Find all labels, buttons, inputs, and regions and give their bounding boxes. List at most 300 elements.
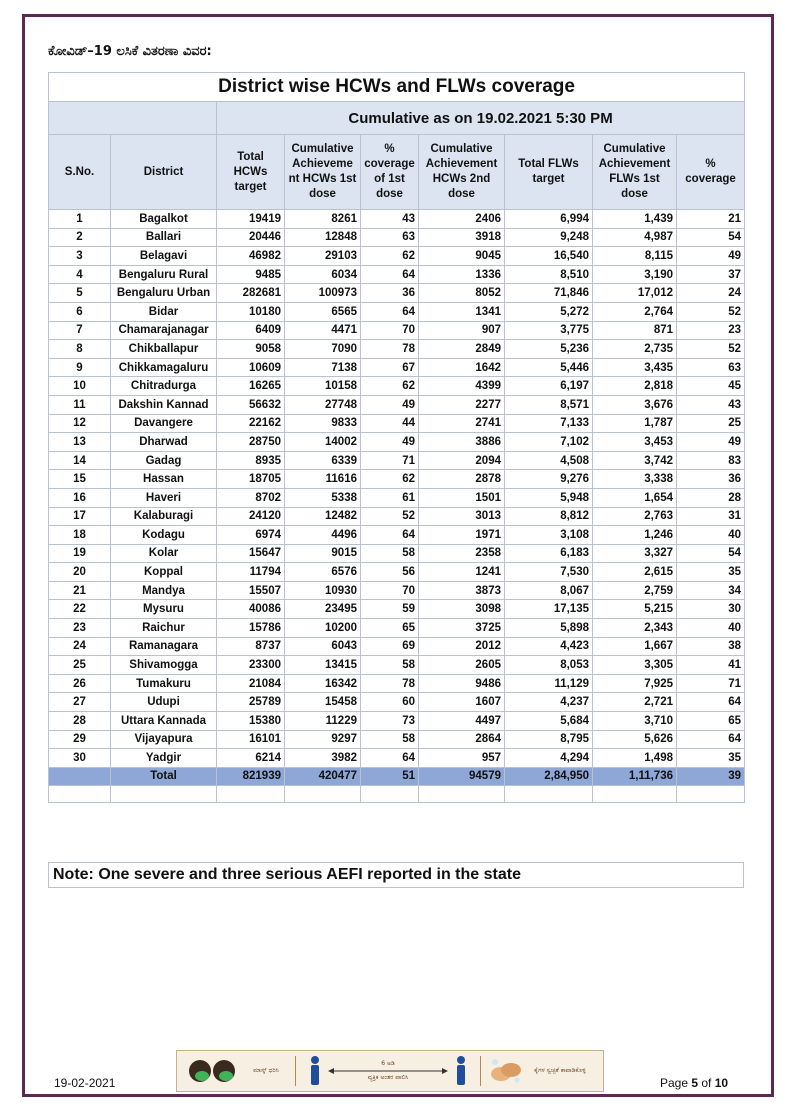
footer-date: 19-02-2021: [54, 1076, 116, 1090]
header-row: [49, 135, 745, 210]
table-cell: 25789: [217, 693, 285, 712]
table-cell: 6,183: [505, 544, 593, 563]
table-cell: 9045: [419, 247, 505, 266]
table-row: [49, 321, 745, 340]
column-header: % coverage: [677, 135, 745, 210]
table-cell: 11,129: [505, 674, 593, 693]
table-cell: 69: [361, 637, 419, 656]
table-cell: 8,812: [505, 507, 593, 526]
table-cell: 34: [677, 581, 745, 600]
table-cell: 2,615: [593, 563, 677, 582]
table-cell: 30: [677, 600, 745, 619]
table-cell: 3886: [419, 433, 505, 452]
table-cell: 8,053: [505, 656, 593, 675]
table-cell: 18: [49, 526, 111, 545]
table-cell: 10930: [285, 581, 361, 600]
table-row: [49, 414, 745, 433]
table-cell: Chikkamagaluru: [111, 358, 217, 377]
table-cell: Ballari: [111, 228, 217, 247]
table-cell: Bidar: [111, 302, 217, 321]
table-cell: 2741: [419, 414, 505, 433]
table-cell: 54: [677, 544, 745, 563]
table-cell: 9486: [419, 674, 505, 693]
table-cell: Hassan: [111, 470, 217, 489]
table-cell: 23300: [217, 656, 285, 675]
table-cell: 58: [361, 656, 419, 675]
table-cell: Chikballapur: [111, 340, 217, 359]
table-cell: 8261: [285, 210, 361, 229]
table-cell: 60: [361, 693, 419, 712]
table-cell: 21084: [217, 674, 285, 693]
table-cell: 3,742: [593, 451, 677, 470]
table-cell: 8702: [217, 488, 285, 507]
table-cell: 1,667: [593, 637, 677, 656]
table-cell: 3,453: [593, 433, 677, 452]
column-header: Cumulative Achievement HCWs 2nd dose: [419, 135, 505, 210]
table-cell: 9485: [217, 265, 285, 284]
column-header: Total HCWs target: [217, 135, 285, 210]
table-row: [49, 600, 745, 619]
table-cell: 43: [677, 395, 745, 414]
table-cell: 11794: [217, 563, 285, 582]
table-cell: 44: [361, 414, 419, 433]
table-cell: 43: [361, 210, 419, 229]
table-cell: 8,510: [505, 265, 593, 284]
table-cell: 58: [361, 544, 419, 563]
table-cell: 5,626: [593, 730, 677, 749]
table-cell: 1341: [419, 302, 505, 321]
total-spacer: [49, 767, 111, 785]
table-cell: 7,925: [593, 674, 677, 693]
table-cell: 49: [361, 433, 419, 452]
table-cell: 7: [49, 321, 111, 340]
table-cell: 28: [677, 488, 745, 507]
table-cell: 957: [419, 749, 505, 768]
table-cell: 26: [49, 674, 111, 693]
column-header: % coverage of 1st dose: [361, 135, 419, 210]
table-row: [49, 210, 745, 229]
table-cell: Chamarajanagar: [111, 321, 217, 340]
table-cell: 62: [361, 377, 419, 396]
table-row: [49, 544, 745, 563]
page-prefix: Page: [660, 1076, 692, 1090]
table-cell: 23: [49, 619, 111, 638]
table-cell: 1971: [419, 526, 505, 545]
table-cell: 4496: [285, 526, 361, 545]
table-cell: 49: [361, 395, 419, 414]
table-cell: 8,571: [505, 395, 593, 414]
table-cell: Tumakuru: [111, 674, 217, 693]
total-cell: 2,84,950: [505, 767, 593, 785]
table-row: [49, 712, 745, 731]
table-cell: Bengaluru Rural: [111, 265, 217, 284]
table-cell: Yadgir: [111, 749, 217, 768]
kannada-heading: ಕೋವಿಡ್–19 ಲಸಿಕೆ ವಿತರಣಾ ವಿವರ:: [48, 44, 212, 59]
table-cell: 52: [677, 302, 745, 321]
table-cell: 2358: [419, 544, 505, 563]
table-cell: 25: [677, 414, 745, 433]
table-cell: 4: [49, 265, 111, 284]
table-cell: 9058: [217, 340, 285, 359]
table-cell: Kalaburagi: [111, 507, 217, 526]
table-cell: 21: [677, 210, 745, 229]
column-header: District: [111, 135, 217, 210]
table-cell: 5,236: [505, 340, 593, 359]
table-cell: Koppal: [111, 563, 217, 582]
table-cell: 1,654: [593, 488, 677, 507]
table-cell: 64: [361, 302, 419, 321]
table-cell: Shivamogga: [111, 656, 217, 675]
table-cell: 7090: [285, 340, 361, 359]
table-cell: Gadag: [111, 451, 217, 470]
total-label: Total: [111, 767, 217, 785]
blank-row: [49, 785, 745, 802]
table-cell: 907: [419, 321, 505, 340]
table-row: [49, 358, 745, 377]
table-cell: 16,540: [505, 247, 593, 266]
table-cell: 12: [49, 414, 111, 433]
table-cell: 2,735: [593, 340, 677, 359]
table-cell: 73: [361, 712, 419, 731]
table-cell: 40086: [217, 600, 285, 619]
table-cell: 4,508: [505, 451, 593, 470]
table-cell: 4,237: [505, 693, 593, 712]
total-row: [49, 767, 745, 785]
table-row: [49, 247, 745, 266]
table-row: [49, 730, 745, 749]
table-cell: 2849: [419, 340, 505, 359]
table-cell: 3918: [419, 228, 505, 247]
table-cell: 19: [49, 544, 111, 563]
table-row: [49, 488, 745, 507]
table-cell: 6: [49, 302, 111, 321]
table-cell: 6974: [217, 526, 285, 545]
table-cell: Bagalkot: [111, 210, 217, 229]
table-cell: Vijayapura: [111, 730, 217, 749]
table-cell: 16265: [217, 377, 285, 396]
table-cell: 3982: [285, 749, 361, 768]
table-cell: 6409: [217, 321, 285, 340]
table-cell: 1607: [419, 693, 505, 712]
handwash-section: [481, 1051, 601, 1091]
table-cell: 1,439: [593, 210, 677, 229]
total-cell: 51: [361, 767, 419, 785]
table-cell: 64: [361, 749, 419, 768]
table-cell: 3,190: [593, 265, 677, 284]
table-cell: 46982: [217, 247, 285, 266]
table-cell: 23: [677, 321, 745, 340]
table-cell: 38: [677, 637, 745, 656]
table-cell: 3,338: [593, 470, 677, 489]
total-cell: 1,11,736: [593, 767, 677, 785]
table-cell: 6339: [285, 451, 361, 470]
handwash-icon: [487, 1056, 525, 1086]
table-cell: 65: [677, 712, 745, 731]
table-cell: 10: [49, 377, 111, 396]
table-cell: 9297: [285, 730, 361, 749]
page-total: 10: [714, 1076, 729, 1090]
table-cell: 11: [49, 395, 111, 414]
table-row: [49, 693, 745, 712]
total-cell: 39: [677, 767, 745, 785]
table-cell: 6,994: [505, 210, 593, 229]
table-cell: 27748: [285, 395, 361, 414]
table-cell: 15647: [217, 544, 285, 563]
table-row: [49, 284, 745, 303]
table-cell: 1241: [419, 563, 505, 582]
table-cell: 16: [49, 488, 111, 507]
table-cell: 29103: [285, 247, 361, 266]
table-cell: 8,795: [505, 730, 593, 749]
table-cell: 65: [361, 619, 419, 638]
table-cell: 3: [49, 247, 111, 266]
table-cell: 5,684: [505, 712, 593, 731]
table-cell: 11616: [285, 470, 361, 489]
table-cell: 15380: [217, 712, 285, 731]
table-cell: 4471: [285, 321, 361, 340]
table-cell: 52: [677, 340, 745, 359]
table-row: [49, 619, 745, 638]
column-header: Cumulative Achieveme nt HCWs 1st dose: [285, 135, 361, 210]
table-cell: 11229: [285, 712, 361, 731]
table-row: [49, 749, 745, 768]
table-cell: 12848: [285, 228, 361, 247]
table-cell: 1,246: [593, 526, 677, 545]
table-cell: 19419: [217, 210, 285, 229]
distance-top: 6 ಅಡಿ: [381, 1060, 395, 1067]
table-cell: 35: [677, 563, 745, 582]
table-cell: 6214: [217, 749, 285, 768]
table-row: [49, 340, 745, 359]
table-row: [49, 581, 745, 600]
table-cell: 6576: [285, 563, 361, 582]
table-row: [49, 526, 745, 545]
table-cell: 2878: [419, 470, 505, 489]
table-cell: 7,133: [505, 414, 593, 433]
table-cell: 71: [677, 674, 745, 693]
table-cell: 10180: [217, 302, 285, 321]
table-row: [49, 470, 745, 489]
table-cell: 2277: [419, 395, 505, 414]
table-cell: 54: [677, 228, 745, 247]
table-cell: 1642: [419, 358, 505, 377]
table-cell: 14002: [285, 433, 361, 452]
table-cell: 871: [593, 321, 677, 340]
table-cell: 4,294: [505, 749, 593, 768]
table-cell: 282681: [217, 284, 285, 303]
table-cell: 13415: [285, 656, 361, 675]
page-of: of: [698, 1076, 715, 1090]
table-cell: 78: [361, 674, 419, 693]
table-cell: 70: [361, 321, 419, 340]
table-cell: 5,948: [505, 488, 593, 507]
table-cell: 70: [361, 581, 419, 600]
table-cell: 7,530: [505, 563, 593, 582]
table-cell: 9,276: [505, 470, 593, 489]
table-cell: 4,423: [505, 637, 593, 656]
table-cell: 8052: [419, 284, 505, 303]
table-cell: 22: [49, 600, 111, 619]
table-cell: 62: [361, 247, 419, 266]
table-cell: 16101: [217, 730, 285, 749]
table-cell: 24: [677, 284, 745, 303]
column-header: Total FLWs target: [505, 135, 593, 210]
table-cell: Belagavi: [111, 247, 217, 266]
table-cell: 36: [361, 284, 419, 303]
table-cell: 63: [677, 358, 745, 377]
table-cell: 23495: [285, 600, 361, 619]
table-cell: 5,215: [593, 600, 677, 619]
table-row: [49, 674, 745, 693]
table-cell: 3,108: [505, 526, 593, 545]
table-cell: 9: [49, 358, 111, 377]
table-cell: 15458: [285, 693, 361, 712]
table-cell: 2,721: [593, 693, 677, 712]
table-cell: Udupi: [111, 693, 217, 712]
table-cell: 2,763: [593, 507, 677, 526]
table-cell: 71,846: [505, 284, 593, 303]
table-cell: 18705: [217, 470, 285, 489]
person-icon: [308, 1055, 322, 1087]
table-cell: 35: [677, 749, 745, 768]
table-cell: 8,115: [593, 247, 677, 266]
table-cell: 63: [361, 228, 419, 247]
table-cell: 8: [49, 340, 111, 359]
table-cell: 2,759: [593, 581, 677, 600]
table-cell: 28750: [217, 433, 285, 452]
table-cell: 5,272: [505, 302, 593, 321]
table-cell: 29: [49, 730, 111, 749]
table-cell: 1501: [419, 488, 505, 507]
table-cell: 13: [49, 433, 111, 452]
table-cell: Davangere: [111, 414, 217, 433]
table-cell: 61: [361, 488, 419, 507]
table-cell: 16342: [285, 674, 361, 693]
table-cell: 3725: [419, 619, 505, 638]
table-cell: 6034: [285, 265, 361, 284]
table-cell: Kolar: [111, 544, 217, 563]
table-cell: 5,446: [505, 358, 593, 377]
table-cell: 59: [361, 600, 419, 619]
table-cell: 15786: [217, 619, 285, 638]
table-cell: Ramanagara: [111, 637, 217, 656]
table-cell: 21: [49, 581, 111, 600]
table-cell: 8935: [217, 451, 285, 470]
table-cell: 3013: [419, 507, 505, 526]
table-cell: 83: [677, 451, 745, 470]
table-cell: 4497: [419, 712, 505, 731]
table-cell: 10200: [285, 619, 361, 638]
table-cell: 62: [361, 470, 419, 489]
table-row: [49, 507, 745, 526]
table-row: [49, 228, 745, 247]
masked-faces-icon: [184, 1054, 244, 1088]
table-cell: 14: [49, 451, 111, 470]
table-cell: 6043: [285, 637, 361, 656]
table-cell: 2605: [419, 656, 505, 675]
column-header: Cumulative Achievement FLWs 1st dose: [593, 135, 677, 210]
table-cell: 58: [361, 730, 419, 749]
table-cell: Dharwad: [111, 433, 217, 452]
total-cell: 420477: [285, 767, 361, 785]
table-cell: 4399: [419, 377, 505, 396]
table-row: [49, 563, 745, 582]
handwash-text: ಕೈಗಳ ಸ್ವಚ್ಛತೆ ಕಾಪಾಡಿಕೊಳ್ಳಿ: [534, 1067, 586, 1074]
table-cell: 24: [49, 637, 111, 656]
table-cell: 71: [361, 451, 419, 470]
table-cell: 37: [677, 265, 745, 284]
table-cell: 64: [361, 526, 419, 545]
table-cell: 3,327: [593, 544, 677, 563]
table-cell: 15: [49, 470, 111, 489]
table-cell: 7138: [285, 358, 361, 377]
table-title: District wise HCWs and FLWs coverage: [49, 73, 745, 102]
table-cell: 5: [49, 284, 111, 303]
table-cell: 56: [361, 563, 419, 582]
table-cell: 52: [361, 507, 419, 526]
table-cell: 4,987: [593, 228, 677, 247]
table-cell: 5,898: [505, 619, 593, 638]
table-cell: 10158: [285, 377, 361, 396]
table-cell: Dakshin Kannad: [111, 395, 217, 414]
mask-section: [177, 1051, 295, 1091]
table-cell: 10609: [217, 358, 285, 377]
page-current: 5: [691, 1076, 699, 1090]
table-cell: 3,305: [593, 656, 677, 675]
table-cell: 25: [49, 656, 111, 675]
table-cell: 1: [49, 210, 111, 229]
table-cell: 1,787: [593, 414, 677, 433]
table-cell: 2,818: [593, 377, 677, 396]
table-row: [49, 451, 745, 470]
table-cell: 67: [361, 358, 419, 377]
table-cell: 41: [677, 656, 745, 675]
note-text: Note: One severe and three serious AEFI reported in the state: [48, 862, 744, 888]
table-cell: 6565: [285, 302, 361, 321]
table-row: [49, 637, 745, 656]
table-cell: 64: [361, 265, 419, 284]
table-cell: 2,343: [593, 619, 677, 638]
table-cell: Raichur: [111, 619, 217, 638]
table-row: [49, 433, 745, 452]
header-blank: [49, 102, 217, 135]
table-cell: 22162: [217, 414, 285, 433]
table-row: [49, 656, 745, 675]
table-cell: 30: [49, 749, 111, 768]
table-cell: 6,197: [505, 377, 593, 396]
table-cell: 9015: [285, 544, 361, 563]
page-number: [660, 1076, 728, 1090]
table-cell: 2864: [419, 730, 505, 749]
table-cell: Chitradurga: [111, 377, 217, 396]
table-cell: 9833: [285, 414, 361, 433]
table-cell: 31: [677, 507, 745, 526]
coverage-table: [48, 72, 745, 803]
distance-bottom: ವ್ಯಕ್ತಿಕ ಅಂತರ ಪಾಲಿಸಿ: [367, 1074, 409, 1081]
table-cell: 17,135: [505, 600, 593, 619]
table-cell: 24120: [217, 507, 285, 526]
table-row: [49, 395, 745, 414]
table-cell: 5338: [285, 488, 361, 507]
table-cell: 17: [49, 507, 111, 526]
table-row: [49, 377, 745, 396]
table-cell: Uttara Kannada: [111, 712, 217, 731]
table-body: [49, 210, 745, 768]
table-cell: 45: [677, 377, 745, 396]
table-row: [49, 302, 745, 321]
table-cell: 40: [677, 619, 745, 638]
total-cell: 821939: [217, 767, 285, 785]
